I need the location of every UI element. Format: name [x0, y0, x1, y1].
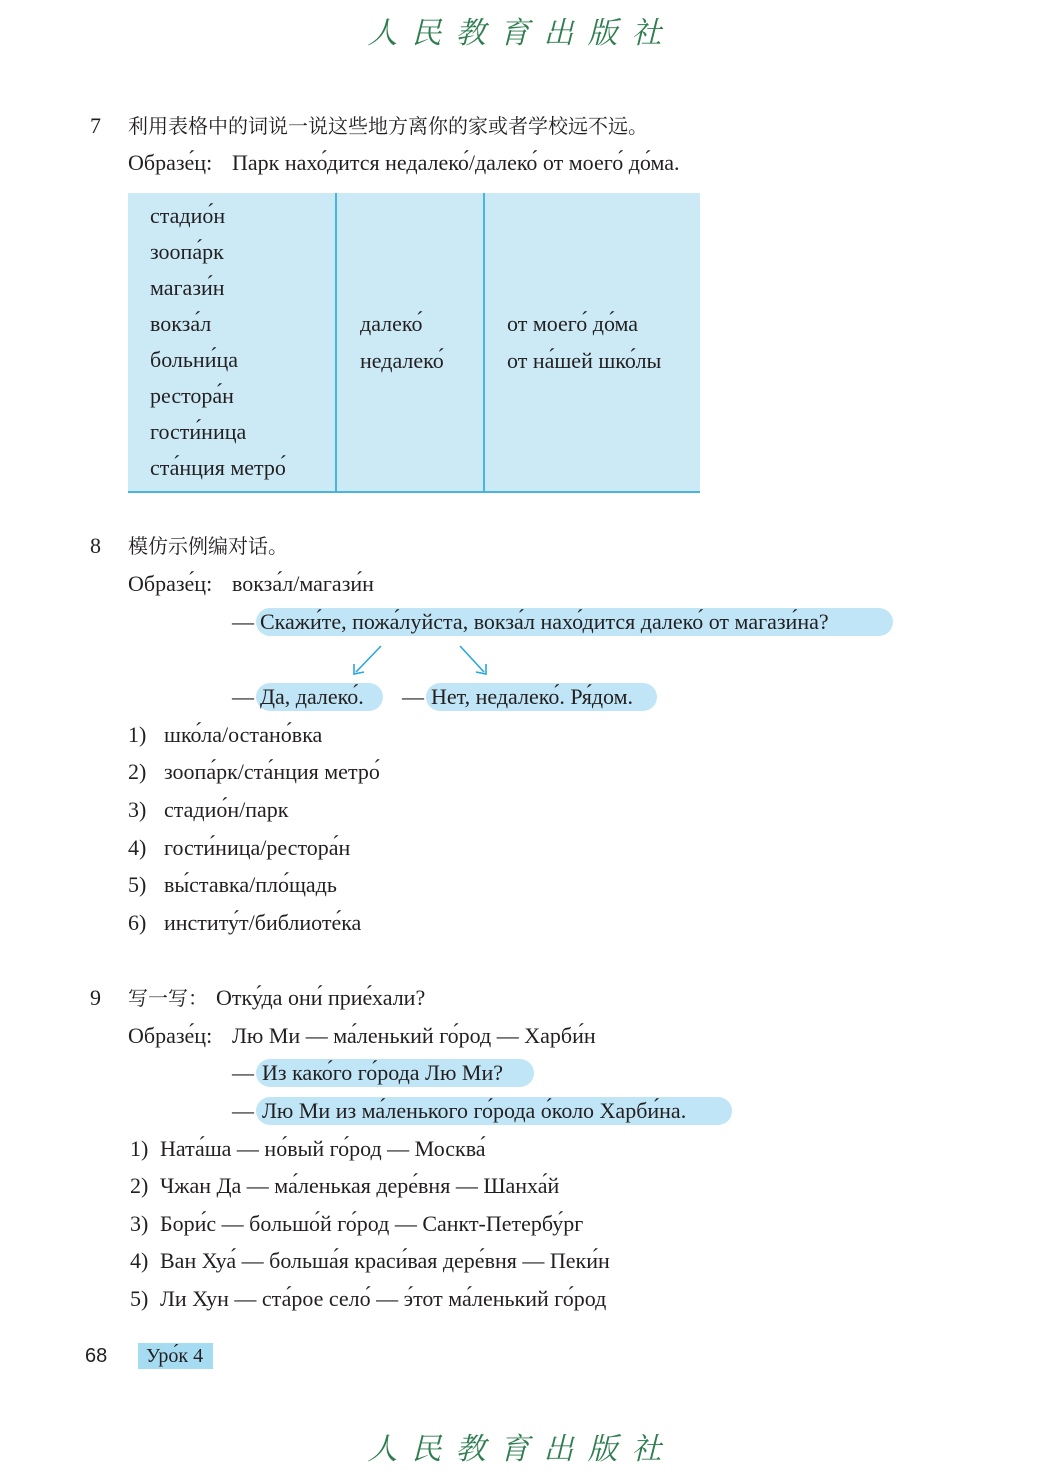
table-cell: гости́ница: [150, 419, 247, 444]
ex8-title: 模仿示例编对话。: [128, 534, 288, 558]
table-cell: магази́н: [150, 275, 225, 300]
table-cell: зоопа́рк: [150, 239, 224, 264]
page-number: 68: [85, 1345, 108, 1367]
ex9-title-zh: 写一写：: [128, 986, 208, 1010]
ex7-sample-label: Образе́ц:: [128, 150, 213, 175]
table-cell: больни́ца: [150, 347, 238, 372]
list-number: 1): [130, 1136, 149, 1161]
table-divider: [483, 193, 485, 491]
table-divider: [335, 193, 337, 491]
table-cell: вокза́л: [150, 311, 212, 336]
table-cell: недалеко́: [360, 348, 444, 373]
ex7-title: 利用表格中的词说一说这些地方离你的家或者学校远不远。: [128, 114, 648, 138]
dash: —: [402, 684, 424, 709]
list-number: 3): [130, 1211, 149, 1236]
dash: —: [232, 1060, 254, 1085]
ex9-sample-label: Образе́ц:: [128, 1023, 213, 1048]
publisher-logo-bottom: 人民教育出版社: [367, 1432, 676, 1467]
ex9-sample: Лю Ми — ма́ленький го́род — Харби́н: [232, 1023, 596, 1048]
list-item: гости́ница/рестора́н: [164, 835, 351, 860]
list-number: 4): [128, 835, 147, 860]
list-item: стадио́н/парк: [164, 797, 289, 822]
table-cell: рестора́н: [150, 383, 234, 408]
ex9-answer: Лю Ми из ма́ленького го́рода о́коло Харби́на.: [262, 1098, 687, 1123]
ex8-answer-no: Нет, недалеко́. Ря́дом.: [431, 684, 634, 709]
ex9-title-ru: Отку́да они́ прие́хали?: [216, 985, 426, 1010]
list-item: вы́ставка/пло́щадь: [164, 872, 337, 897]
list-number: 4): [130, 1248, 149, 1273]
arrows-icon: [340, 640, 510, 682]
ex9-number: 9: [90, 985, 101, 1010]
dash: —: [232, 1098, 254, 1123]
lesson-label: Уро́к 4: [146, 1345, 204, 1367]
ex7-sample: Парк нахо́дится недалеко́/далеко́ от моего́ до́ма.: [232, 150, 680, 175]
list-item: Ната́ша — но́вый го́род — Москва́: [160, 1136, 486, 1161]
table-cell: от моего́ до́ма: [507, 311, 639, 336]
ex8-question: Скажи́те, пожа́луйста, вокза́л нахо́дится далеко́ от магази́на?: [260, 609, 829, 634]
dash: —: [232, 684, 254, 709]
ex8-number: 8: [90, 533, 101, 558]
table-cell: ста́нция метро́: [150, 455, 286, 480]
dash: —: [232, 609, 254, 634]
ex7-table: [128, 193, 700, 493]
list-item: шко́ла/остано́вка: [164, 722, 323, 747]
list-item: Бори́с — большо́й го́род — Санкт-Петербу́рг: [160, 1211, 584, 1236]
list-item: Чжан Да — ма́ленькая дере́вня — Шанха́й: [160, 1173, 560, 1198]
list-item: Ли Хун — ста́рое село́ — э́тот ма́ленький го́род: [160, 1286, 607, 1311]
list-number: 5): [128, 872, 147, 897]
list-number: 5): [130, 1286, 149, 1311]
ex8-sample: вокза́л/магази́н: [232, 571, 374, 596]
ex7-number: 7: [90, 113, 101, 138]
list-item: институ́т/библиоте́ка: [164, 910, 362, 935]
ex9-question: Из како́го го́рода Лю Ми?: [262, 1060, 504, 1085]
list-number: 2): [130, 1173, 149, 1198]
ex8-answer-yes: Да, далеко́.: [260, 684, 364, 709]
list-number: 6): [128, 910, 147, 935]
table-cell: от на́шей шко́лы: [507, 348, 662, 373]
list-number: 2): [128, 759, 147, 784]
table-cell: стадио́н: [150, 203, 226, 228]
table-cell: далеко́: [360, 311, 423, 336]
list-number: 1): [128, 722, 147, 747]
ex8-sample-label: Образе́ц:: [128, 571, 213, 596]
publisher-logo-top: 人民教育出版社: [367, 16, 676, 51]
list-item: зоопа́рк/ста́нция метро́: [164, 759, 380, 784]
list-number: 3): [128, 797, 147, 822]
list-item: Ван Хуа́ — больша́я краси́вая дере́вня — Пеки́н: [160, 1248, 610, 1273]
